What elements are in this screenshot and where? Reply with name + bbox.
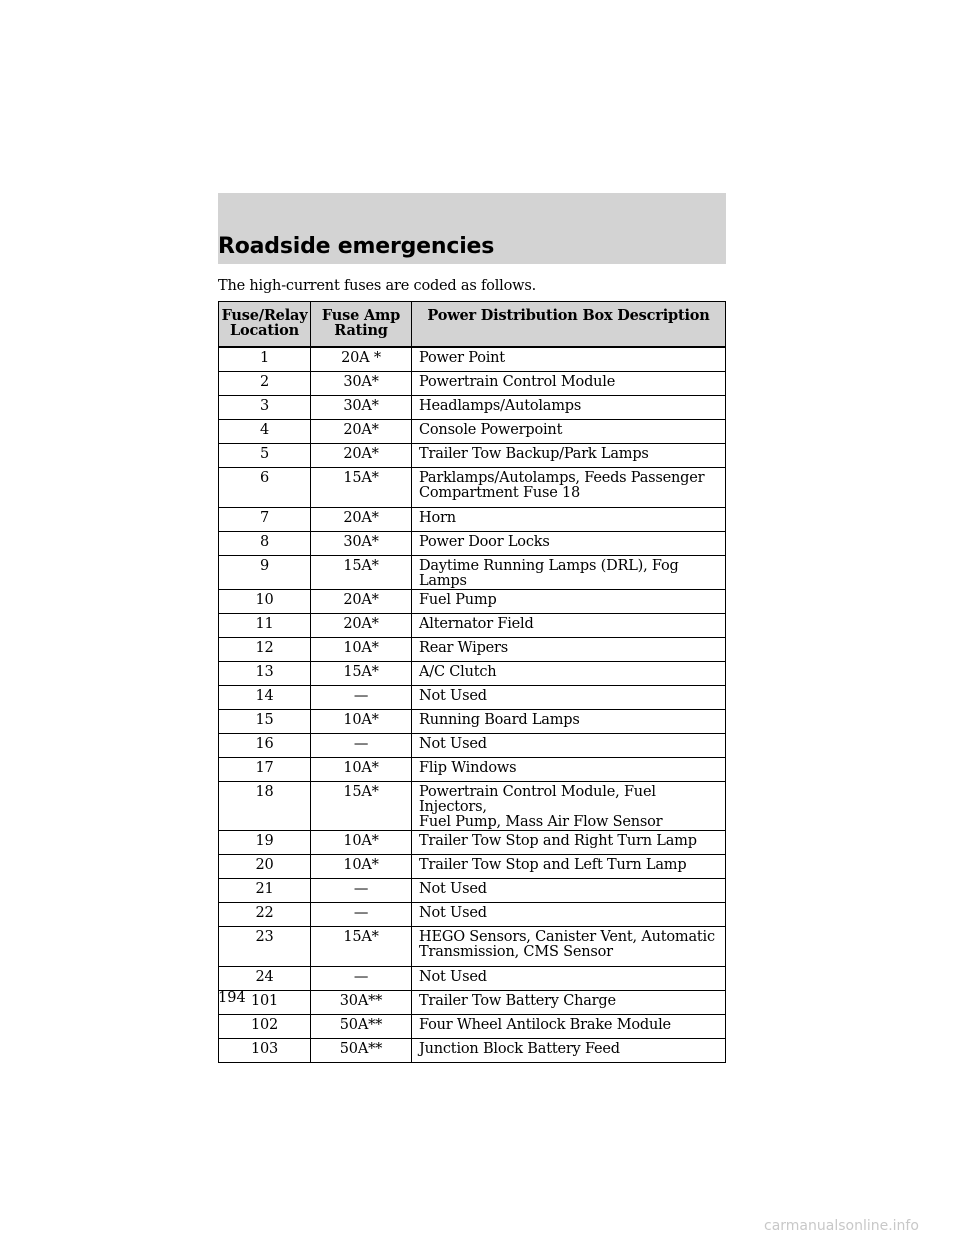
description-line: A/C Clutch <box>419 664 497 680</box>
fuse-location-cell: 103 <box>219 1039 311 1063</box>
header-amp-line1: Fuse Amp <box>321 307 401 324</box>
fuse-description-cell <box>412 710 726 734</box>
fuse-location-cell: 21 <box>219 879 311 903</box>
fuse-location-cell: 8 <box>219 532 311 556</box>
fuse-amp-cell: 30A* <box>311 532 412 556</box>
fuse-description-cell <box>412 556 726 590</box>
fuse-amp-cell: 50A** <box>311 1039 412 1063</box>
fuse-amp-cell: 15A* <box>311 927 412 967</box>
table-row <box>219 991 726 1015</box>
fuse-amp-cell: 30A** <box>311 991 412 1015</box>
fuse-description-cell <box>412 903 726 927</box>
table-row <box>219 710 726 734</box>
fuse-amp-cell: 10A* <box>311 855 412 879</box>
description-line: Not Used <box>419 736 487 752</box>
description-line: Powertrain Control Module <box>419 374 616 390</box>
table-row <box>219 1015 726 1039</box>
table-row <box>219 855 726 879</box>
description-line: Trailer Tow Stop and Right Turn Lamp <box>419 833 697 849</box>
fuse-description-cell <box>412 508 726 532</box>
table-row <box>219 420 726 444</box>
description-line-2: Compartment Fuse 18 <box>419 485 581 501</box>
fuse-description-cell <box>412 590 726 614</box>
fuse-description-cell <box>412 782 726 831</box>
description-line: Horn <box>419 510 456 526</box>
fuse-amp-cell: 15A* <box>311 556 412 590</box>
fuse-location-cell: 5 <box>219 444 311 468</box>
fuse-description-cell <box>412 686 726 710</box>
description-line: Junction Block Battery Feed <box>419 1041 620 1057</box>
intro-text: The high-current fuses are coded as follows. <box>218 278 536 294</box>
fuse-amp-cell: 20A* <box>311 590 412 614</box>
table-row <box>219 444 726 468</box>
description-line: Power Door Locks <box>419 534 550 550</box>
fuse-table-body <box>219 347 726 1063</box>
table-row <box>219 662 726 686</box>
fuse-amp-cell: 15A* <box>311 782 412 831</box>
header-row <box>219 302 726 348</box>
description-line: Trailer Tow Backup/Park Lamps <box>419 446 649 462</box>
description-line: Daytime Running Lamps (DRL), Fog Lamps <box>419 558 679 589</box>
fuse-description-cell <box>412 468 726 508</box>
fuse-description-cell <box>412 991 726 1015</box>
fuse-location-cell: 6 <box>219 468 311 508</box>
page-number: 194 <box>218 990 246 1006</box>
watermark: carmanualsonline.info <box>764 1218 919 1234</box>
description-line: Alternator Field <box>419 616 534 632</box>
description-line: Rear Wipers <box>419 640 509 656</box>
fuse-amp-cell: 30A* <box>311 372 412 396</box>
header-location-line2: Location <box>230 322 299 339</box>
fuse-location-cell: 3 <box>219 396 311 420</box>
fuse-table-header <box>219 302 726 348</box>
fuse-description-cell <box>412 638 726 662</box>
fuse-location-cell: 14 <box>219 686 311 710</box>
fuse-amp-cell: 10A* <box>311 710 412 734</box>
description-line-2: Transmission, CMS Sensor <box>419 944 613 960</box>
fuse-amp-cell: — <box>311 967 412 991</box>
table-row <box>219 372 726 396</box>
description-line: Not Used <box>419 969 487 985</box>
table-row <box>219 532 726 556</box>
description-line: Trailer Tow Stop and Left Turn Lamp <box>419 857 687 873</box>
fuse-amp-cell: — <box>311 879 412 903</box>
fuse-location-cell: 102 <box>219 1015 311 1039</box>
fuse-description-cell <box>412 614 726 638</box>
description-line: Power Point <box>419 350 505 366</box>
fuse-amp-cell: 20A* <box>311 614 412 638</box>
table-row <box>219 508 726 532</box>
description-line: Not Used <box>419 881 487 897</box>
fuse-description-cell <box>412 662 726 686</box>
header-location <box>219 302 311 348</box>
fuse-location-cell: 16 <box>219 734 311 758</box>
table-row <box>219 831 726 855</box>
table-row <box>219 879 726 903</box>
fuse-amp-cell: 20A * <box>311 347 412 372</box>
table-row <box>219 967 726 991</box>
description-line: HEGO Sensors, Canister Vent, Automatic <box>419 929 715 945</box>
fuse-amp-cell: 10A* <box>311 831 412 855</box>
fuse-description-cell <box>412 927 726 967</box>
fuse-location-cell: 7 <box>219 508 311 532</box>
fuse-description-cell <box>412 758 726 782</box>
fuse-description-cell <box>412 444 726 468</box>
fuse-table <box>218 301 726 1063</box>
header-amp-line2: Rating <box>334 322 388 339</box>
table-row <box>219 556 726 590</box>
table-row <box>219 638 726 662</box>
fuse-description-cell <box>412 967 726 991</box>
fuse-location-cell: 22 <box>219 903 311 927</box>
description-line: Four Wheel Antilock Brake Module <box>419 1017 671 1033</box>
fuse-location-cell: 13 <box>219 662 311 686</box>
description-line: Trailer Tow Battery Charge <box>419 993 616 1009</box>
fuse-location-cell: 4 <box>219 420 311 444</box>
fuse-amp-cell: 10A* <box>311 638 412 662</box>
fuse-location-cell: 15 <box>219 710 311 734</box>
fuse-amp-cell: 50A** <box>311 1015 412 1039</box>
fuse-description-cell <box>412 372 726 396</box>
fuse-location-cell: 23 <box>219 927 311 967</box>
fuse-description-cell <box>412 855 726 879</box>
table-row <box>219 782 726 831</box>
description-line: Powertrain Control Module, Fuel Injectors, <box>419 784 656 815</box>
fuse-location-cell: 20 <box>219 855 311 879</box>
description-line: Not Used <box>419 905 487 921</box>
fuse-description-cell <box>412 420 726 444</box>
table-row <box>219 396 726 420</box>
fuse-description-cell <box>412 831 726 855</box>
fuse-amp-cell: 15A* <box>311 662 412 686</box>
header-location-line1: Fuse/Relay <box>221 307 308 324</box>
fuse-location-cell: 17 <box>219 758 311 782</box>
table-row <box>219 734 726 758</box>
description-line: Console Powerpoint <box>419 422 563 438</box>
fuse-location-cell: 101 <box>219 991 311 1015</box>
table-row <box>219 927 726 967</box>
fuse-location-cell: 12 <box>219 638 311 662</box>
fuse-description-cell <box>412 532 726 556</box>
fuse-description-cell <box>412 1039 726 1063</box>
table-row <box>219 758 726 782</box>
header-description: Power Distribution Box Description <box>412 302 726 348</box>
section-title: Roadside emergencies <box>218 234 495 259</box>
table-row <box>219 1039 726 1063</box>
description-line: Headlamps/Autolamps <box>419 398 582 414</box>
table-row <box>219 590 726 614</box>
description-line: Fuel Pump <box>419 592 497 608</box>
fuse-location-cell: 2 <box>219 372 311 396</box>
fuse-location-cell: 18 <box>219 782 311 831</box>
fuse-description-cell <box>412 347 726 372</box>
description-line: Running Board Lamps <box>419 712 580 728</box>
table-row <box>219 903 726 927</box>
fuse-description-cell <box>412 734 726 758</box>
fuse-location-cell: 11 <box>219 614 311 638</box>
fuse-description-cell <box>412 879 726 903</box>
fuse-amp-cell: — <box>311 686 412 710</box>
description-line: Flip Windows <box>419 760 517 776</box>
fuse-amp-cell: 20A* <box>311 420 412 444</box>
fuse-location-cell: 1 <box>219 347 311 372</box>
fuse-amp-cell: — <box>311 903 412 927</box>
fuse-location-cell: 19 <box>219 831 311 855</box>
fuse-location-cell: 10 <box>219 590 311 614</box>
fuse-amp-cell: 20A* <box>311 444 412 468</box>
fuse-description-cell <box>412 396 726 420</box>
description-line: Not Used <box>419 688 487 704</box>
fuse-description-cell <box>412 1015 726 1039</box>
fuse-amp-cell: 20A* <box>311 508 412 532</box>
fuse-location-cell: 24 <box>219 967 311 991</box>
table-row <box>219 614 726 638</box>
fuse-location-cell: 9 <box>219 556 311 590</box>
fuse-amp-cell: 10A* <box>311 758 412 782</box>
fuse-amp-cell: — <box>311 734 412 758</box>
fuse-amp-cell: 30A* <box>311 396 412 420</box>
table-row <box>219 347 726 372</box>
header-amp-rating <box>311 302 412 348</box>
description-line-2: Fuel Pump, Mass Air Flow Sensor <box>419 814 663 830</box>
fuse-amp-cell: 15A* <box>311 468 412 508</box>
table-row <box>219 686 726 710</box>
table-row <box>219 468 726 508</box>
description-line: Parklamps/Autolamps, Feeds Passenger <box>419 470 705 486</box>
